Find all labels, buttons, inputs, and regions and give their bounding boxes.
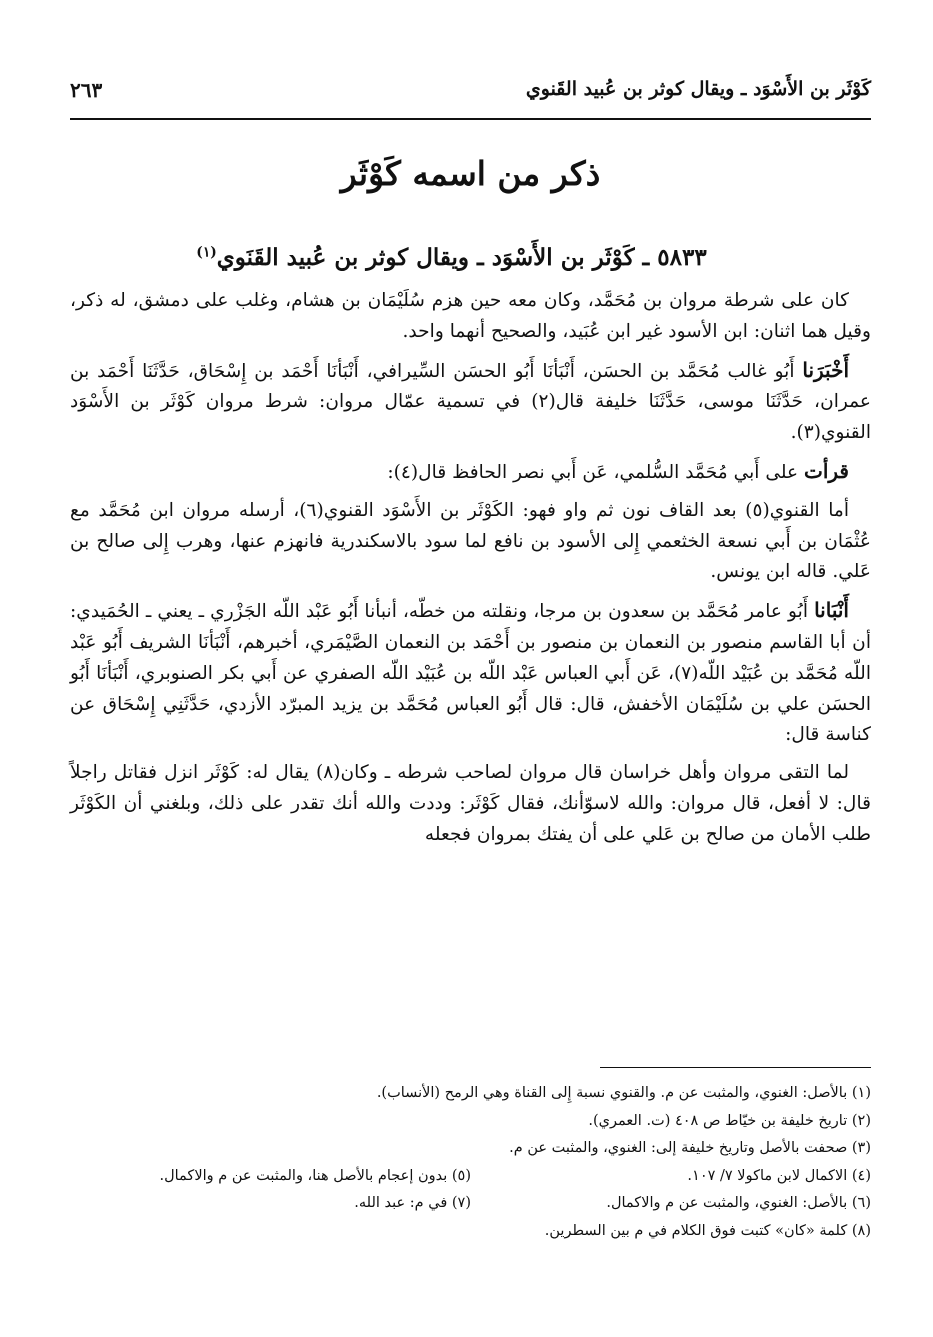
paragraph-text: لما التقى مروان وأهل خراسان قال مروان لصاحب شرطه ـ وكان(٨) يقال له: كَوْثَر انزل فقاتل راجلاً قال: لا أفعل، قال مروان: والله لاسوّأنك، فقال كَوْثَر: وددت والله أنك تقدر على ذلك، وبلغني أن الكَوْثَر طلب الأمان من صالح بن عَلي على أن يفتك بمروان فجعله	[70, 762, 871, 845]
paragraph-lead: قرأت	[804, 458, 849, 483]
paragraph-4	[70, 496, 871, 588]
body-text	[70, 286, 871, 858]
header-rule	[70, 118, 871, 120]
entry-heading	[70, 238, 833, 278]
footnote-row	[70, 1108, 871, 1136]
paragraph-lead: أَخْبَرَنا	[802, 357, 849, 382]
running-title: كَوْثَر بن الأَسْوَد ـ ويقال كوثر بن عُبيد القَنوي	[525, 78, 871, 100]
paragraph-5	[70, 595, 871, 751]
footnote-7: (٧) في م: عبد الله.	[354, 1195, 471, 1211]
running-header	[70, 78, 871, 112]
footnote-row	[70, 1190, 871, 1218]
section-title: ذكر من اسمه كَوْثَر	[340, 154, 601, 193]
footnote-6: (٦) بالأصل: الغنوي، والمثبت عن م والاكمال.	[606, 1195, 871, 1211]
paragraph-3	[70, 456, 871, 489]
footnote-row	[70, 1080, 871, 1108]
footnote-row	[70, 1163, 871, 1191]
footnote-rule	[600, 1067, 871, 1068]
footnote-2: (٢) تاريخ خليفة بن خيّاط ص ٤٠٨ (ت. العمري).	[588, 1112, 871, 1129]
page-number: ٢٦٣	[70, 78, 103, 102]
footnote-8: (٨) كلمة «كان» كتبت فوق الكلام في م بين السطرين.	[544, 1222, 871, 1239]
paragraph-1	[70, 286, 871, 348]
footnote-row	[70, 1218, 871, 1246]
footnote-4: (٤) الاكمال لابن ماكولا ٧/ ١٠٧.	[687, 1167, 871, 1184]
footnote-row	[70, 1135, 871, 1163]
paragraph-text: أما القنوي(٥) بعد القاف نون ثم واو فهو: الكَوْثَر بن الأَسْوَد القنوي(٦)، أرسله مروان ابن مُحَمَّد مع عُثْمَان بن أَبي نسعة الخثعمي إِلى الأسود بن نافع لما سود بالاسكندرية فانهزم عنها، وهرب إِلى صالح بن عَلي. قاله ابن يونس.	[70, 499, 871, 583]
footnotes	[70, 1080, 871, 1245]
paragraph-text: على أَبي مُحَمَّد السُّلمي، عَن أَبي نصر الحافظ قال(٤):	[387, 461, 799, 483]
footnote-3: (٣) صحفت بالأصل وتاريخ خليفة إلى: الغنوي، والمثبت عن م.	[509, 1140, 871, 1156]
paragraph-text: أَبُو عامر مُحَمَّد بن سعدون بن مرجا، ونقلته من خطّه، أنبأنا أَبُو عَبْد اللّه الجَزْري ـ يعني ـ الحُمَيدي: أن أبا القاسم منصور بن النعمان بن منصور بن أَحْمَد بن النعمان الصَّيْمَري، أخبرهم، أَنْبَأنَا الشريف أَبُو عَبْد اللّه مُحَمَّد بن عُبَيْد اللّه(٧)، عَن أَبي العباس عَبْد اللّه بن عُبَيْد اللّه الصفري عن أَبي بكر الصنوبري، أَنْبَأنَا أَبُو الحسَن علي بن سُلَيْمَان الأخفش، قال: قال أَبُو العباس مُحَمَّد بن يزيد المبرّد الأزدي، حَدَّثَنِي إِسْحَاق عن كناسة قال:	[70, 601, 872, 746]
footnote-5: (٥) بدون إعجام بالأصل هنا، والمثبت عن م والاكمال.	[159, 1167, 471, 1184]
paragraph-lead: أَنْبَانا	[814, 598, 849, 623]
footnote-1: (١) بالأصل: الغنوي، والمثبت عن م. والقنوي نسبة إِلى القناة وهي الرمح (الأنساب).	[376, 1085, 871, 1101]
paragraph-text: كان على شرطة مروان بن مُحَمَّد، وكان معه حين هزم سُلَيْمَان بن هشام، وغلب على دمشق، له ذكر، وقيل هما اثنان: ابن الأسود غير ابن عُبَيد، والصحيح أنهما واحد.	[70, 290, 871, 342]
entry-heading-text: ٥٨٣٣ ـ كَوْثَر بن الأَسْوَد ـ ويقال كوثر بن عُبيد القَنَوي	[216, 244, 707, 271]
paragraph-text: أَبُو غالب مُحَمَّد بن الحسَن، أَنْبَأنَا أَبُو الحسَن السِّيرافي، أَنْبَأنَا أَحْمَد بن إِسْحَاق، حَدَّثَنَا أَحْمَد بن عمران، حَدَّثَنَا موسى، حَدَّثَنَا خليفة قال(٢) في تسمية عمّال مروان: شرط مروان كَوْثَر بن الأَسْوَد القنوي(٣).	[70, 360, 871, 444]
entry-heading-footnote-ref: (١)	[196, 244, 217, 261]
paragraph-2	[70, 355, 871, 449]
paragraph-6	[70, 758, 871, 850]
